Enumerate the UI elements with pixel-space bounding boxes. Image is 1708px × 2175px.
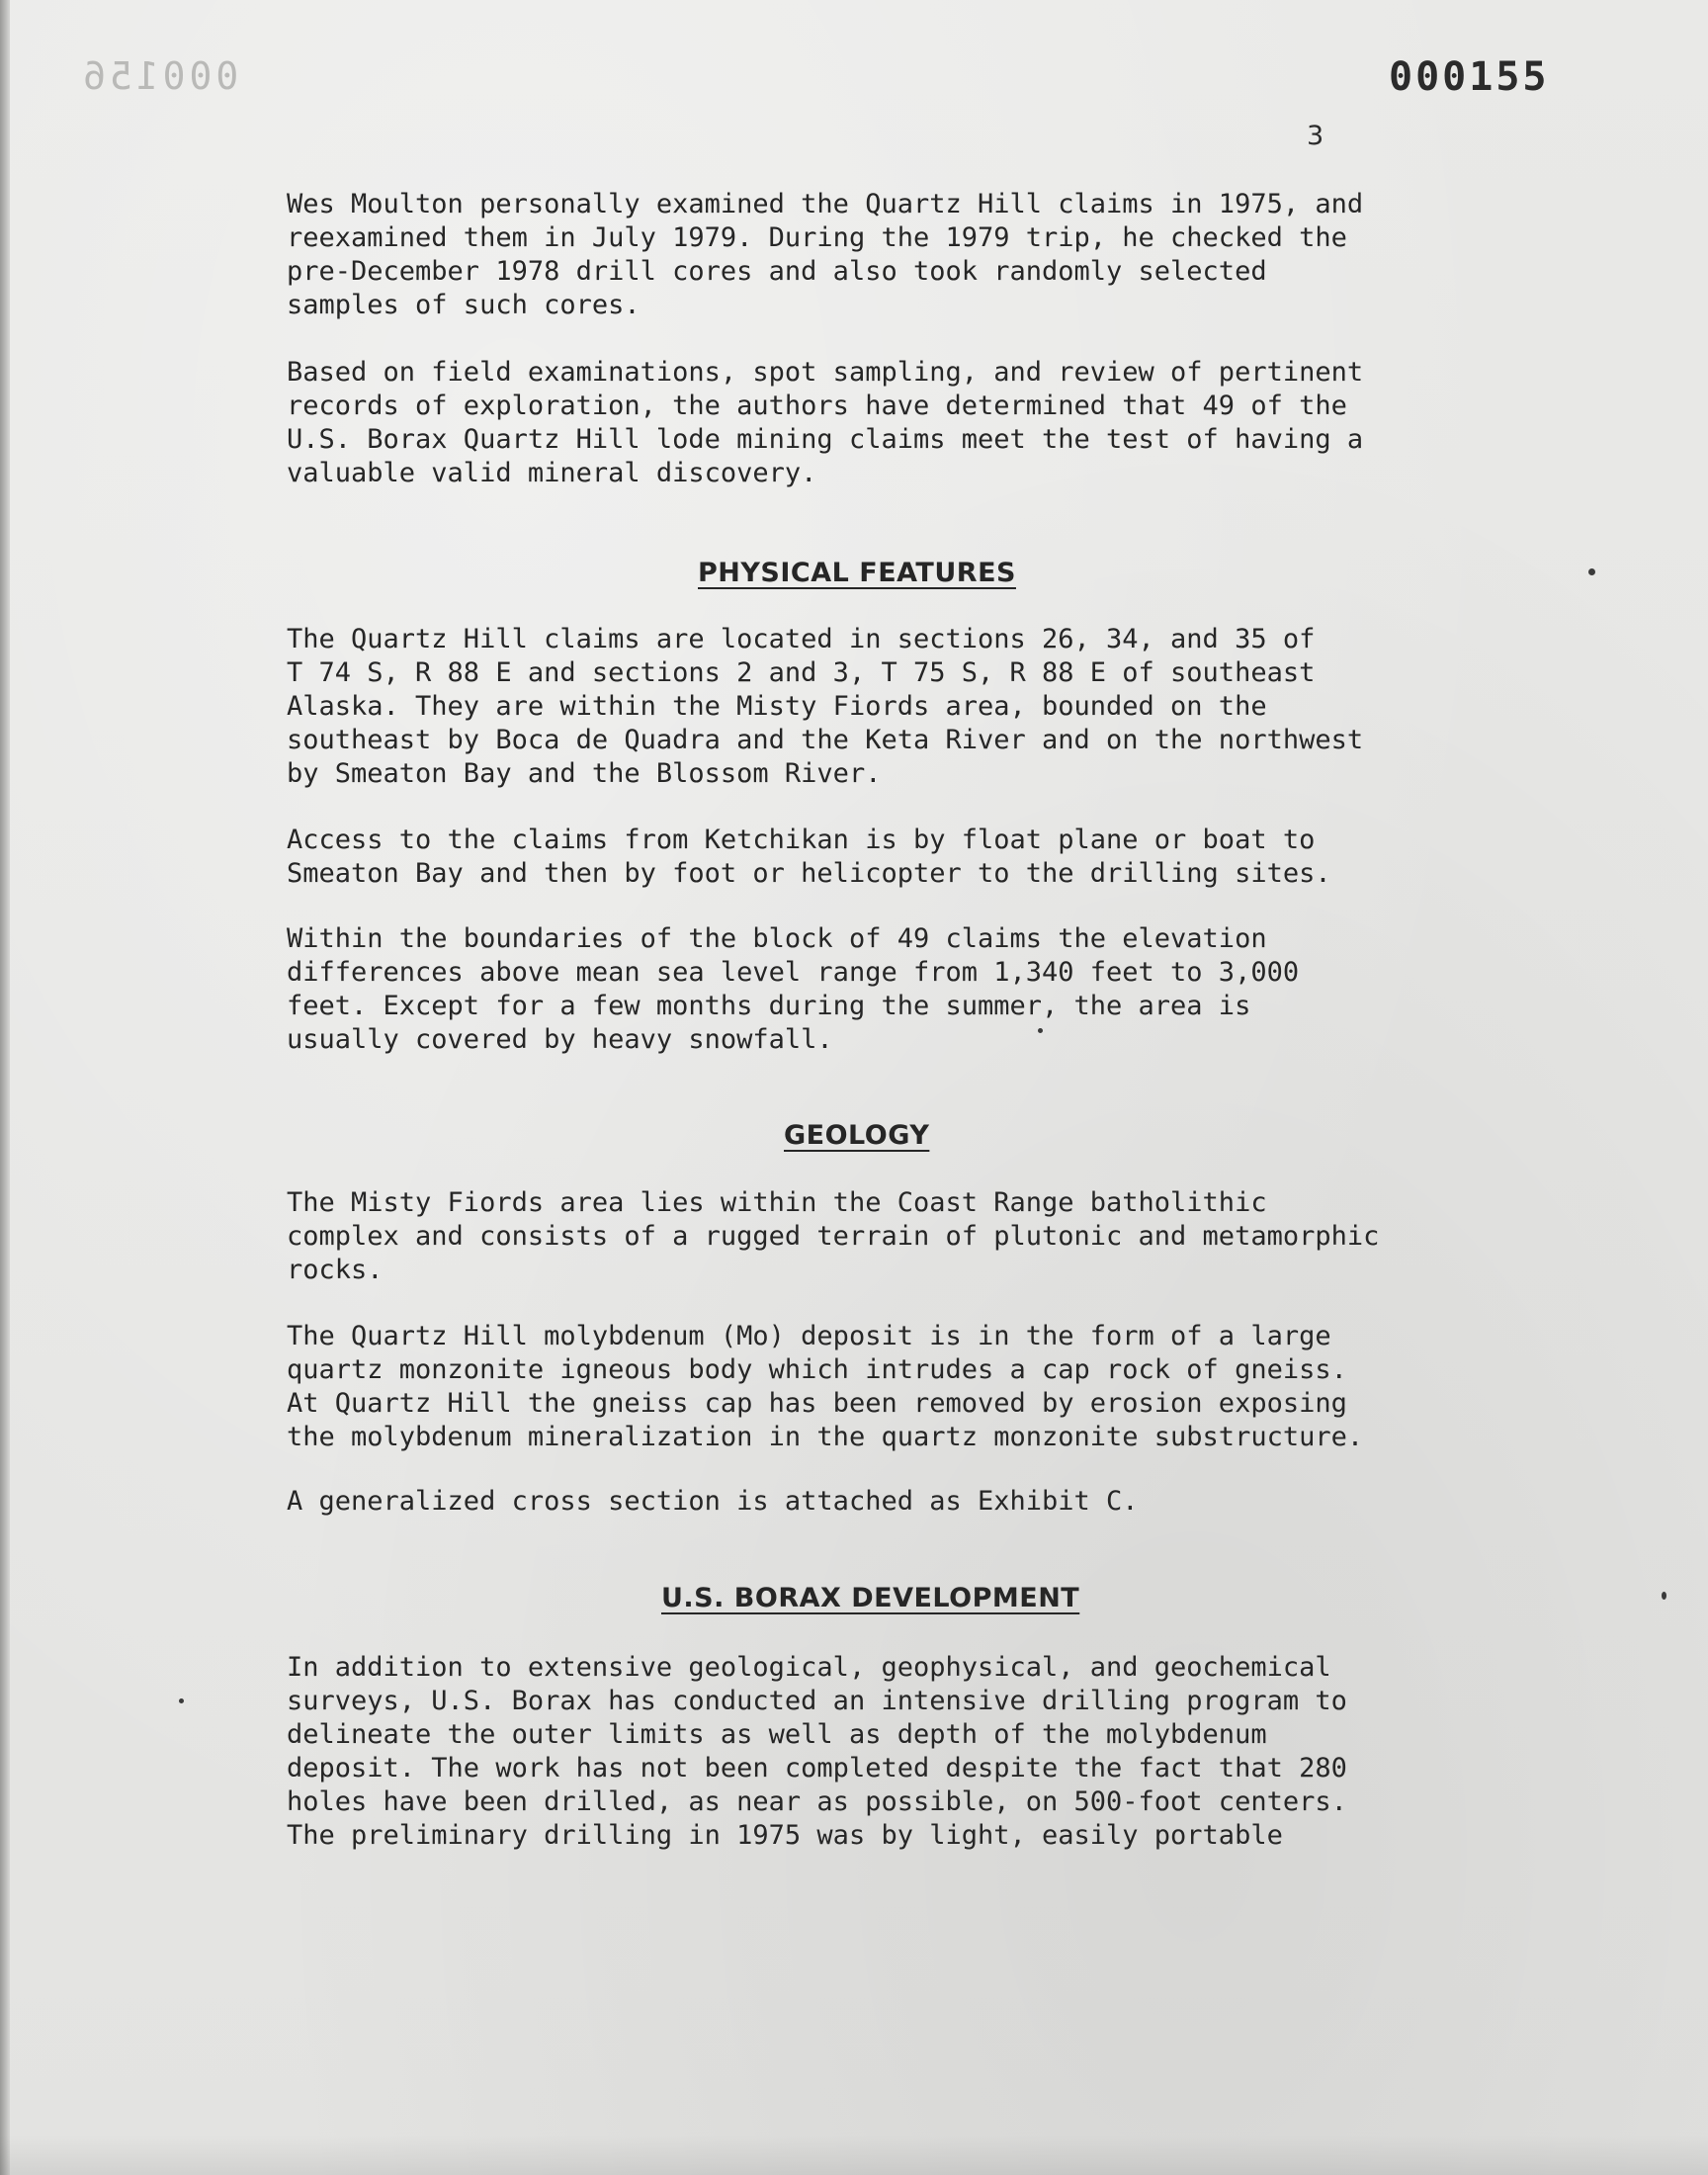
paragraph-moulton-examination: Wes Moulton personally examined the Quartz Hill claims in 1975, and reexamined them in July 1979. During the 1979 trip, he checked the pre-December 1978 drill cores and also took randomly selected samples of such cores. [287, 189, 1364, 320]
scan-speck [1662, 1592, 1666, 1600]
paragraph-misty-fiords: The Misty Fiords area lies within the Coast Range batholithic complex and consists of a rugged terrain of plutonic and metamorphic rocks. [287, 1187, 1380, 1285]
heading-physical-features: PHYSICAL FEATURES [698, 558, 1016, 588]
scan-speck [179, 1698, 184, 1703]
paragraph-determination: Based on field examinations, spot sampling, and review of pertinent records of exploration, the authors have determined that 49 of the U.S. Borax Quartz Hill lode mining claims meet the test of having a valuable valid mineral discovery. [287, 357, 1364, 488]
scan-speck [1038, 1028, 1043, 1033]
heading-geology: GEOLOGY [784, 1120, 930, 1151]
page-number: 3 [1307, 121, 1324, 151]
paragraph-elevation: Within the boundaries of the block of 49 claims the elevation differences above mean sea level range from 1,340 feet to 3,000 feet. Except for a few months during the summer, the area is usually covered by heavy snowfall. [287, 923, 1300, 1055]
scan-shadow [0, 2135, 1708, 2175]
heading-us-borax-development: U.S. BORAX DEVELOPMENT [661, 1583, 1080, 1613]
paragraph-deposit: The Quartz Hill molybdenum (Mo) deposit is in the form of a large quartz monzonite igneous body which intrudes a cap rock of gneiss. At Quartz Hill the gneiss cap has been removed by erosion exposing the molybdenum mineralization in the quartz monzonite substructure. [287, 1321, 1364, 1452]
paragraph-drilling-program: In addition to extensive geological, geophysical, and geochemical surveys, U.S. Borax has conducted an intensive drilling program to delineate the outer limits as well as depth of the molybdenum deposit. The work has not been completed despite the fact that 280 holes have been drilled, as near as possible, on 500-foot centers. The preliminary drilling in 1975 was by light, easily portable [287, 1652, 1347, 1851]
scan-speck [1588, 568, 1595, 575]
paragraph-cross-section: A generalized cross section is attached as Exhibit C. [287, 1486, 1139, 1517]
bates-number: 000155 [1389, 54, 1550, 100]
paragraph-access: Access to the claims from Ketchikan is by float plane or boat to Smeaton Bay and then by foot or helicopter to the drilling sites. [287, 825, 1331, 889]
bleed-through-bates-number: 000156 [79, 54, 239, 98]
paragraph-location: The Quartz Hill claims are located in sections 26, 34, and 35 of T 74 S, R 88 E and sections 2 and 3, T 75 S, R 88 E of southeast Alaska. They are within the Misty Fiords area, bounded on the southeast by Boca de Quadra and the Keta River and on the northwest by Smeaton Bay and the Blossom River. [287, 624, 1364, 789]
scan-edge [0, 0, 10, 2175]
